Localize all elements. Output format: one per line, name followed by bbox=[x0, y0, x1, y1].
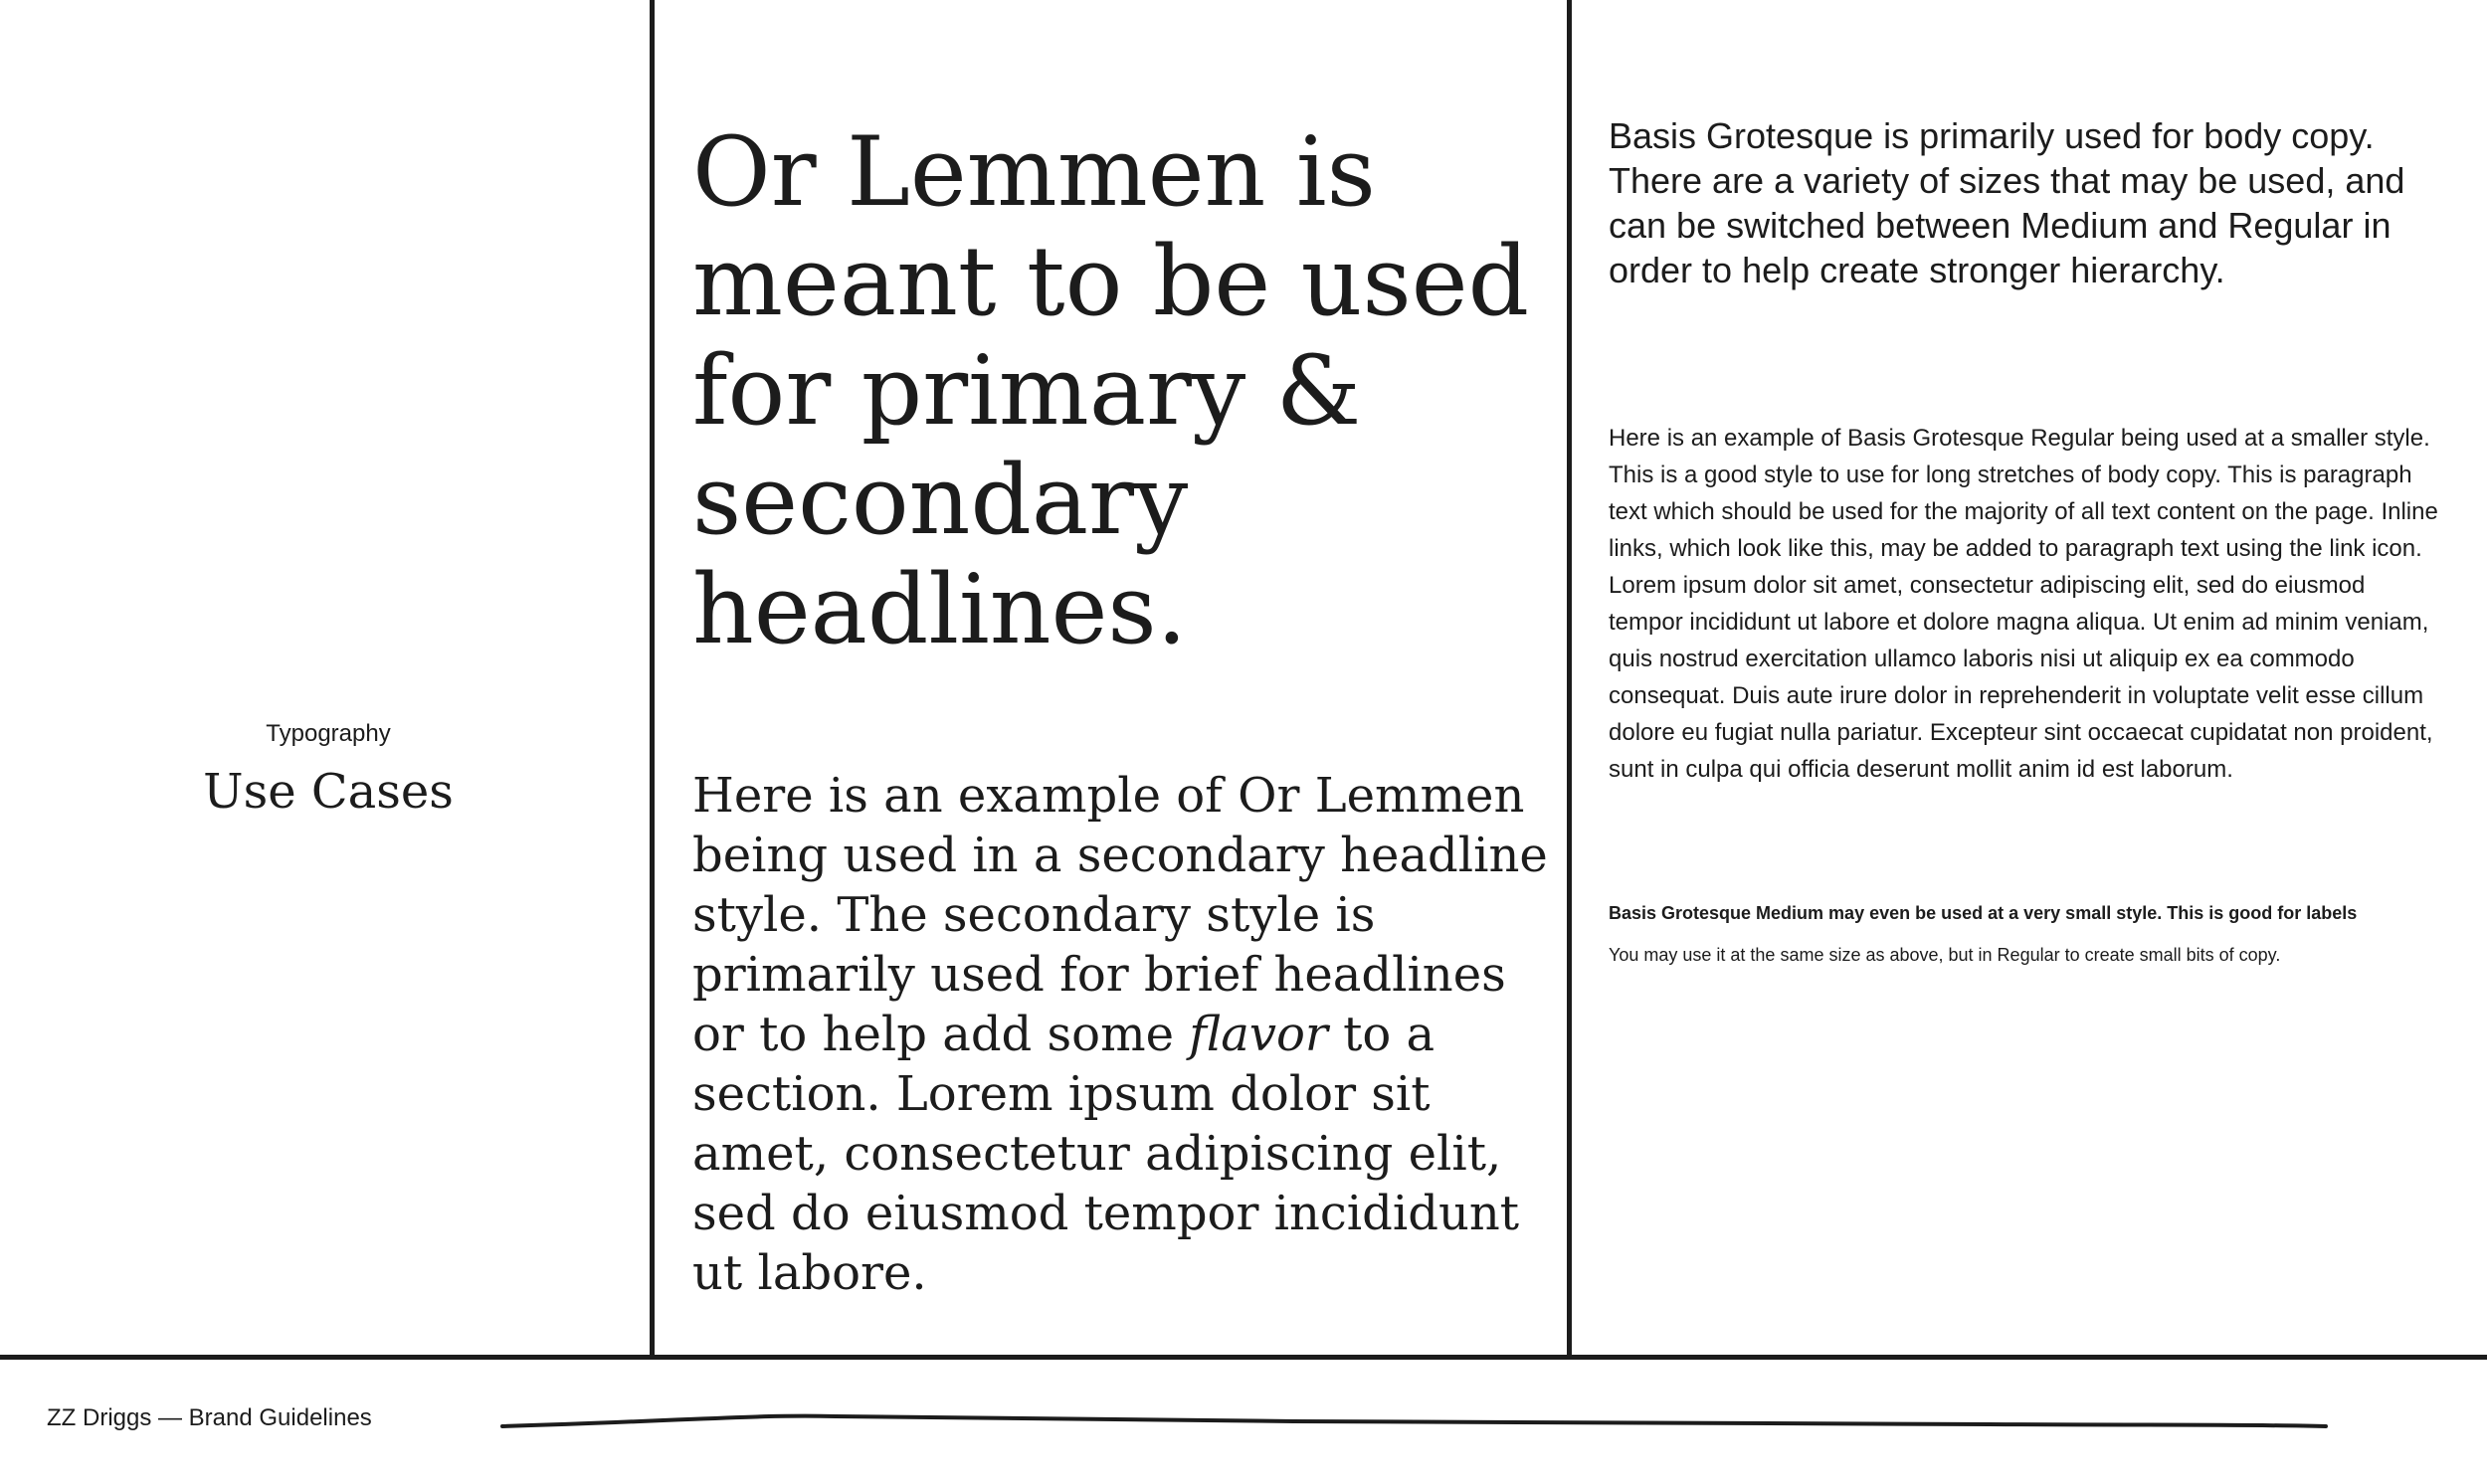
secondary-text-start: Here is an example of Or Lemmen being used in a secondary headline style. The secondary style is primarily used for brief headlines or to help add some bbox=[692, 768, 1548, 1062]
secondary-headline-sample bbox=[692, 766, 1568, 1303]
secondary-text-end: to a section. Lorem ipsum dolor sit amet, consectetur adipiscing elit, sed do eiusmod tempor incididunt ut labore. bbox=[692, 1007, 1520, 1301]
footer-divider bbox=[0, 1355, 2487, 1360]
secondary-text-italic: flavor bbox=[1189, 1007, 1328, 1062]
body-lead-sample: Basis Grotesque is primarily used for body copy. There are a variety of sizes that may be used, and can be switched between Medium and Regular in order to help create stronger hierarchy. bbox=[1609, 115, 2405, 290]
body-paragraph-sample: Here is an example of Basis Grotesque Regular being used at a smaller style. This is a good style to use for long stretches of body copy. This is paragraph text which should be used for the majority of all text content on the page. Inline links, which look like this, may be added to paragraph text using the link icon. Lorem ipsum dolor sit amet, consectetur adipiscing elit, sed do eiusmod tempor incididunt ut labore et dolore magna aliqua. Ut enim ad minim veniam, quis nostrud exercitation ullamco laboris nisi ut aliquip ex ea commodo consequat. Duis aute irure dolor in reprehenderit in voluptate velit esse cillum dolore eu fugiat nulla pariatur. Excepteur sint occaecat cupidatat non proident, sunt in culpa qui officia deserunt mollit anim id est laborum. bbox=[1609, 425, 2438, 783]
footer-brand: ZZ Driggs — Brand Guidelines bbox=[47, 1404, 372, 1431]
column-divider-left bbox=[650, 0, 655, 1357]
primary-headline-sample: Or Lemmen is meant to be used for primary & secondary headlines. bbox=[692, 116, 1530, 665]
section-eyebrow: Typography bbox=[266, 720, 391, 747]
section-title: Use Cases bbox=[203, 764, 454, 820]
medium-label-sample: Basis Grotesque Medium may even be used at a very small style. This is good for labels bbox=[1609, 903, 2358, 923]
footer-hand-drawn-line bbox=[497, 1402, 2338, 1442]
regular-label-sample: You may use it at the same size as above, but in Regular to create small bits of copy. bbox=[1609, 945, 2281, 965]
